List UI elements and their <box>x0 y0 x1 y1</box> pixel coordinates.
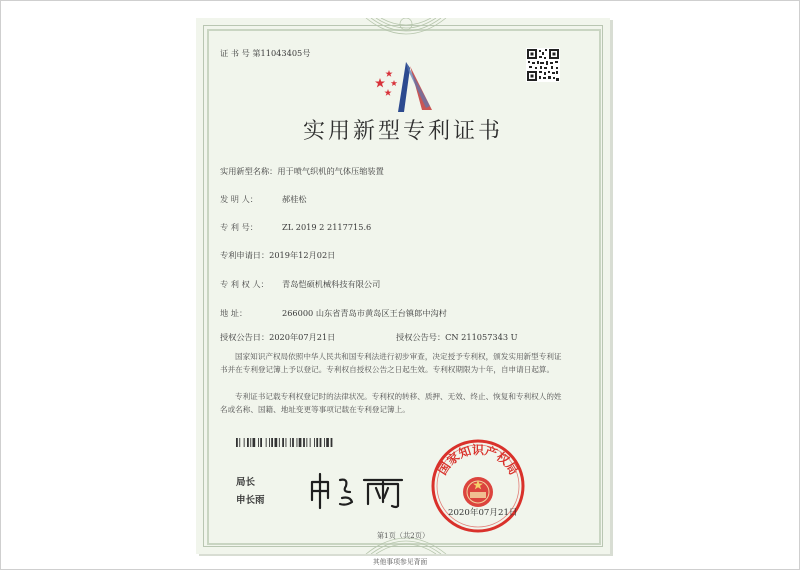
inventor-label: 发 明 人： <box>220 194 258 204</box>
grant-announcement-date: 授权公告日：2020年07月21日 <box>220 332 336 342</box>
official-seal <box>428 436 528 536</box>
address-value: 266000 山东省青岛市黄岛区王台镇郎中沟村 <box>282 308 447 318</box>
barcode-icon <box>236 438 384 447</box>
patentee-value: 青岛恺硕机械科技有限公司 <box>282 279 381 289</box>
director-title: 局长 <box>236 477 256 488</box>
filing-date: 专利申请日：2019年12月02日 <box>220 250 336 260</box>
legal-status-paragraph: 专利证书记载专利权登记时的法律状况。专利权的转移、质押、无效、终止、恢复和专利权人的姓名或名称、国籍、地址变更等事项记载在专利登记簿上。 <box>220 392 562 415</box>
director-signature <box>306 470 416 512</box>
seal-text: 国家知识产权局 <box>435 443 521 478</box>
inventor-value: 郝桂松 <box>282 194 307 204</box>
svg-text:国家知识产权局 <box>435 442 521 477</box>
grant-statement-paragraph: 国家知识产权局依照中华人民共和国专利法进行初步审查，决定授予专利权，颁发实用新型专利证书并在专利登记簿上予以登记。专利权自授权公告之日起生效。专利权期限为十年，自申请日起算。 <box>220 352 562 375</box>
address-label: 地 址： <box>220 308 248 318</box>
seal-date: 2020年07月21日 <box>448 508 518 518</box>
patentee-label: 专 利 权 人： <box>220 279 269 289</box>
patent-office-emblem-icon <box>368 56 438 116</box>
director-name: 申长雨 <box>236 495 265 506</box>
top-ornament <box>361 18 451 50</box>
patent-certificate <box>196 18 610 554</box>
certificate-title: 实用新型专利证书 <box>302 119 503 144</box>
national-emblem-icon <box>463 477 493 507</box>
patent-number-label: 专 利 号： <box>220 222 258 232</box>
qr-code-icon <box>526 48 560 82</box>
patent-number-value: ZL 2019 2 2117715.6 <box>282 222 372 232</box>
grant-announcement-number: 授权公告号：CN 211057343 U <box>396 332 518 342</box>
utility-model-name: 实用新型名称：用于喷气织机的气体压缩装置 <box>220 166 384 176</box>
footer-note: 其他事项参见背面 <box>372 558 428 566</box>
page-number: 第1页（共2页） <box>376 531 430 540</box>
certificate-number: 证 书 号 第11043405号 <box>220 48 311 58</box>
